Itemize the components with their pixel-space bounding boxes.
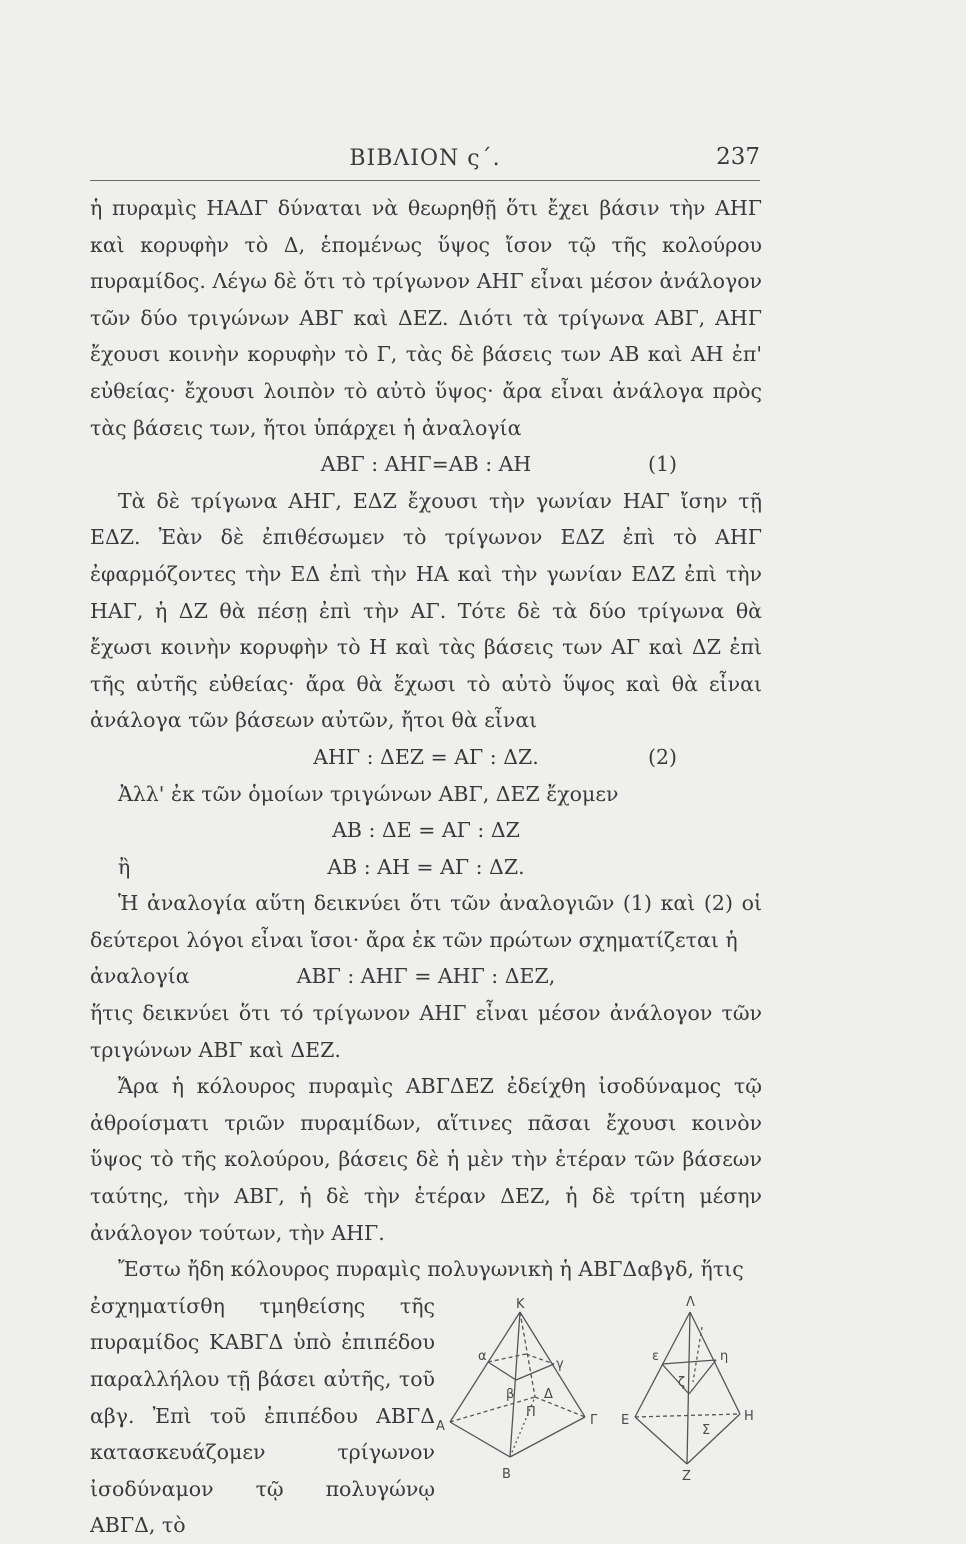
label-L: Λ: [686, 1294, 695, 1310]
label-G: Γ: [590, 1412, 598, 1428]
label-h: η: [720, 1348, 729, 1364]
label-E: Ε: [621, 1412, 630, 1428]
text-body: [90, 190, 762, 1544]
label-H: Η: [744, 1408, 754, 1424]
label-A: Α: [436, 1418, 445, 1434]
equation-3: [90, 812, 762, 849]
equation-4: [90, 849, 762, 886]
paragraph-6: Ἄρα ἡ κόλουρος πυραμὶς ΑΒΓΔΕΖ ἐδείχθη ἰσοδύναμος τῷ ἀθροίσματι τριῶν πυραμίδων, αἵτινες πᾶσαι ἔχουσι κοινὸν ὕψος τὸ τῆς κολούρου, βάσεις δὲ ἡ μὲν τὴν ἑτέραν τῶν βάσεων ταύτης, τὴν ΑΒΓ, ἡ δὲ τὴν ἑτέραν ΔΕΖ, ἡ δὲ τρίτη μέσην ἀνάλογον τούτων, τὴν ΑΗΓ.: [90, 1074, 762, 1245]
label-B: Β: [502, 1466, 511, 1482]
equation-2: [90, 739, 762, 776]
equation-1: [90, 446, 762, 483]
pyramid-figure: [436, 1294, 760, 1484]
pyramid-diagram: [436, 1294, 760, 1484]
running-header: [90, 140, 760, 181]
paragraph-2: Τὰ δὲ τρίγωνα ΑΗΓ, ΕΔΖ ἔχουσι τὴν γωνίαν ΗΑΓ ἴσην τῇ ΕΔΖ. Ἐὰν δὲ ἐπιθέσωμεν τὸ τρίγωνον ΕΔΖ ἐπὶ τὸ ΑΗΓ ἐφαρμόζοντες τὴν ΕΔ ἐπὶ τὴν ΗΑ καὶ τὴν γωνίαν ΕΔΖ ἐπὶ τὴν ΗΑΓ, ἡ ΔΖ θὰ πέσῃ ἐπὶ τὴν ΑΓ. Τότε δὲ τὰ δύο τρίγωνα θὰ ἔχωσι κοινὴν κορυφὴν τὸ Η καὶ τὰς βάσεις των ΑΓ καὶ ΔΖ ἐπὶ τῆς αὐτῆς εὐθείας· ἄρα θὰ ἔχωσι τὸ αὐτὸ ὕψος καὶ θὰ εἶναι ἀνάλογα τῶν βάσεων αὐτῶν, ἤτοι θὰ εἶναι: [90, 488, 762, 733]
equation-5-formula: ΑΒΓ : ΑΗΓ = ΑΗΓ : ΔΕΖ,: [296, 964, 556, 989]
label-Z: Ζ: [682, 1468, 691, 1484]
label-d: Δ: [544, 1386, 553, 1402]
paragraph-7-with-figure: [90, 1288, 762, 1544]
paragraph-7: ἐσχηματίσθη τμηθείσης τῆς πυραμίδος ΚΑΒΓΔ ὑπὸ ἐπιπέδου παραλλήλου τῇ βάσει αὐτῆς, τοῦ αβγ. Ἐπὶ τοῦ ἐπιπέδου ΑΒΓΔ κατασκευάζομεν τρίγωνον ἰσοδύναμον τῷ πολυγώνῳ ΑΒΓΔ, τὸ: [90, 1293, 435, 1538]
label-b: β: [506, 1386, 515, 1402]
book-title: ΒΙΒΛΙΟΝ ς΄.: [349, 146, 501, 171]
label-z: ζ: [678, 1374, 686, 1390]
paragraph-3: Ἀλλ' ἐκ τῶν ὁμοίων τριγώνων ΑΒΓ, ΔΕΖ ἔχομεν: [118, 781, 619, 806]
equation-2-formula: ΑΗΓ : ΔΕΖ = ΑΓ : ΔΖ.: [313, 744, 539, 769]
paragraph-7-intro: Ἔστω ἤδη κόλουρος πυραμὶς πολυγωνικὴ ἡ ΑΒΓΔαβγδ, ἥτις: [118, 1257, 744, 1282]
equation-5: [90, 958, 762, 995]
page-number: 237: [716, 144, 760, 170]
paragraph-1: ἡ πυραμὶς ΗΑΔΓ δύναται νὰ θεωρηθῇ ὅτι ἔχει βάσιν τὴν ΑΗΓ καὶ κορυφὴν τὸ Δ, ἑπομένως ὕψος ἴσον τῷ τῆς κολούρου πυραμίδος. Λέγω δὲ ὅτι τὸ τρίγωνον ΑΗΓ εἶναι μέσον ἀνάλογον τῶν δύο τριγώνων ΑΒΓ καὶ ΔΕΖ. Διότι τὰ τρίγωνα ΑΒΓ, ΑΗΓ ἔχουσι κοινὴν κορυφὴν τὸ Γ, τὰς δὲ βάσεις των ΑΒ καὶ ΑΗ ἐπ' εὐθείας· ἔχουσι λοιπὸν τὸ αὐτὸ ὕψος· ἄρα εἶναι ἀνάλογα πρὸς τὰς βάσεις των, ἤτοι ὑπάρχει ἡ ἀναλογία: [90, 196, 762, 440]
paragraph-4: Ἡ ἀναλογία αὕτη δεικνύει ὅτι τῶν ἀναλογιῶν (1) καὶ (2) οἱ δεύτεροι λόγοι εἶναι ἴσοι· ἄρα ἐκ τῶν πρώτων σχηματίζεται ἡ: [90, 891, 762, 952]
equation-1-formula: ΑΒΓ : ΑΗΓ=ΑΒ : ΑΗ: [320, 452, 532, 477]
equation-5-prefix: ἀναλογία: [90, 964, 190, 989]
paragraph-5: ἥτις δεικνύει ὅτι τό τρίγωνον ΑΗΓ εἶναι μέσον ἀνάλογον τῶν τριγώνων ΑΒΓ καὶ ΔΕΖ.: [90, 1001, 762, 1062]
label-g: γ: [556, 1356, 564, 1372]
label-P: Π: [526, 1404, 536, 1420]
equation-4-formula: ΑΒ : ΑΗ = ΑΓ : ΔΖ.: [327, 854, 525, 879]
equation-2-number: (2): [647, 744, 677, 769]
equation-3-formula: ΑΒ : ΔΕ = ΑΓ : ΔΖ: [332, 818, 520, 843]
label-a: α: [478, 1348, 487, 1364]
label-S: Σ: [702, 1422, 711, 1438]
label-e: ε: [652, 1348, 660, 1364]
equation-1-number: (1): [647, 452, 677, 477]
equation-4-prefix: ἢ: [118, 854, 131, 879]
label-K: Κ: [516, 1296, 525, 1312]
